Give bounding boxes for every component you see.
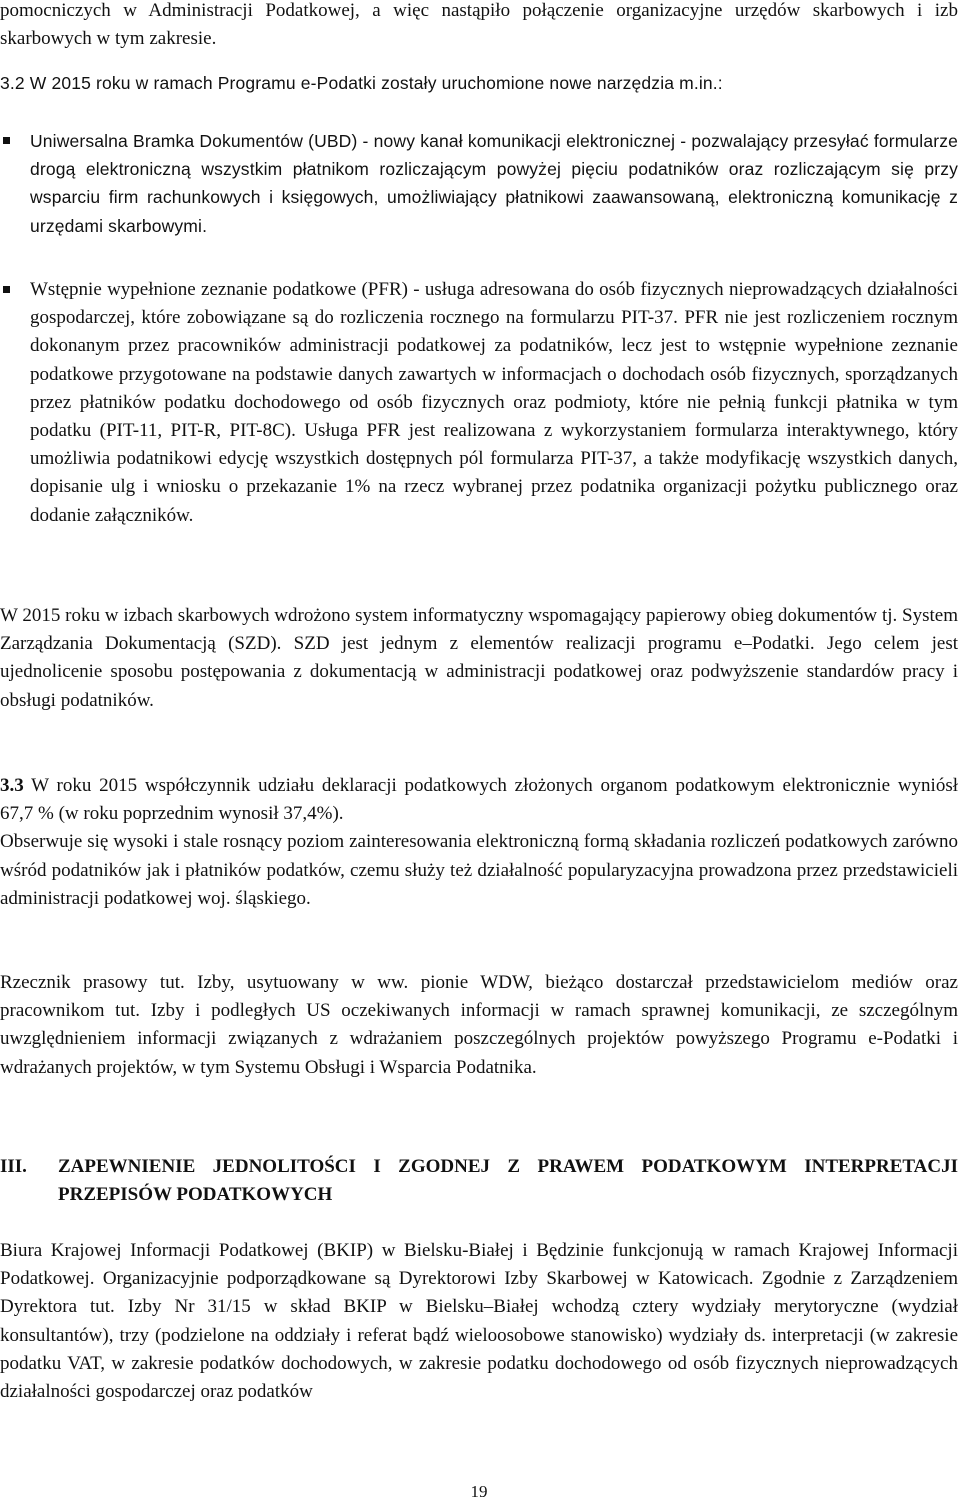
section-iii-heading xyxy=(0,1153,958,1209)
section-3-3-number: 3.3 xyxy=(0,775,24,796)
page-number: 19 xyxy=(470,1482,488,1501)
intro-paragraph xyxy=(0,0,958,53)
bkip-paragraph xyxy=(0,1237,958,1406)
section-3-3 xyxy=(0,772,958,913)
square-bullet-icon xyxy=(3,137,10,144)
section-3-2-lead: 3.2 W 2015 roku w ramach Programu e-Podatki zostały uruchomione nowe narzędzia m.in.: xyxy=(0,73,723,93)
rzecznik-text: Rzecznik prasowy tut. Izby, usytuowany w ww. pionie WDW, bieżąco dostarczał przedstawicielom mediów oraz pracownikom tut. Izby i podległych US oczekiwanych informacji w ramach sprawnej komunikacji, ze szczególnym uwzględnieniem informacji związanych z wdrażaniem poszczególnych projektów powyższego Programu e-Podatki i wdrażanych projektów, w tym Systemu Obsługi i Wsparcia Podatnika. xyxy=(0,972,958,1078)
section-3-3-follow: Obserwuje się wysoki i stale rosnący poziom zainteresowania elektroniczną formą składania rozliczeń podatkowych zarówno wśród podatników jak i płatników podatków, czemu służy też działalność popularyzacyjna prowadzona przez przedstawicieli administracji podatkowej woj. śląskiego. xyxy=(0,831,958,909)
bullet-ubd xyxy=(0,127,958,240)
bkip-text: Biura Krajowej Informacji Podatkowej (BKIP) w Bielsku-Białej i Będzinie funkcjonują w ramach Krajowej Informacji Podatkowej. Organizacyjnie podporządkowane są Dyrektorowi Izby Skarbowej w Katowicach. Zgodnie z Zarządzeniem Dyrektora tut. Izby Nr 31/15 w skład BKIP w Bielsku–Białej wchodzą cztery wydziały merytoryczne (wydział konsultantów), trzy (podzielone na oddziały i referat bądź wieloosobowe stanowisko) wydziały ds. interpretacji (w zakresie podatku VAT, w zakresie podatków dochodowych, w zakresie podatku dochodowego od osób fizycznych nieprowadzących działalności gospodarczej oraz podatków xyxy=(0,1240,958,1403)
section-3-2 xyxy=(0,69,958,97)
section-3-3-body: W roku 2015 współczynnik udziału deklaracji podatkowych złożonych organom podatkowym elektronicznie wyniósł 67,7 % (w roku poprzednim wynosił 37,4%). xyxy=(0,775,958,825)
square-bullet-icon xyxy=(3,286,10,293)
bullet-pfr xyxy=(0,276,958,530)
intro-text: pomocniczych w Administracji Podatkowej, a więc nastąpiło połączenie organizacyjne urzędów skarbowych i izb skarbowych w tym zakresie. xyxy=(0,0,958,50)
bullet-pfr-text: Wstępnie wypełnione zeznanie podatkowe (PFR) - usługa adresowana do osób fizycznych nieprowadzących działalności gospodarczej, które zobowiązane są do rozliczenia rocznego na formularzu PIT-37. PFR nie jest rozliczeniem rocznym dokonanym przez pracowników administracji podatkowej za podatników, lecz jest to wstępnie wypełnione zeznanie podatkowe przygotowane na podstawie danych zawartych w informacjach o dochodach osób fizycznych, sporządzanych przez płatników podatku dochodowego od osób fizycznych oraz podmioty, które nie pełnią funkcji płatnika w tym podatku (PIT-11, PIT-R, PIT-8C). Usługa PFR jest realizowana z wykorzystaniem formularza interaktywnego, który umożliwia podatnikowi edycję wszystkich dostępnych pól formularza PIT-37, a także modyfikację wszystkich danych, dopisanie ulg i wniosku o przekazanie 1% na rzecz wybranej przez podatnika organizacji pożytku publicznego oraz dodanie załączników. xyxy=(30,279,958,526)
rzecznik-paragraph xyxy=(0,969,958,1082)
section-iii-title-text: ZAPEWNIENIE JEDNOLITOŚCI I ZGODNEJ Z PRAWEM PODATKOWYM INTERPRETACJI PRZEPISÓW PODATKOWYCH xyxy=(58,1156,958,1206)
szd-text: W 2015 roku w izbach skarbowych wdrożono system informatyczny wspomagający papierowy obieg dokumentów tj. System Zarządzania Dokumentacją (SZD). SZD jest jednym z elementów realizacji programu e–Podatki. Jego celem jest ujednolicenie sposobu postępowania z dokumentacją w administracji podatkowej oraz podwyższenie standardów pracy i obsługi podatników. xyxy=(0,605,958,711)
bullet-ubd-text: Uniwersalna Bramka Dokumentów (UBD) - nowy kanał komunikacji elektronicznej - pozwalający przesyłać formularze drogą elektroniczną wszystkim płatnikom rozliczającym powyżej pięciu podatników oraz rozliczającym się przy wsparciu firm rachunkowych i księgowych, umożliwiający płatnikowi zaawansowaną, elektroniczną komunikację z urzędami skarbowymi. xyxy=(30,131,958,236)
section-3-3-text xyxy=(0,772,958,828)
section-iii-number: III. xyxy=(0,1156,27,1177)
section-3-2-bullets xyxy=(0,127,958,240)
section-iii-title xyxy=(0,1153,958,1209)
section-3-2-bullets-2 xyxy=(0,276,958,530)
szd-paragraph xyxy=(0,602,958,715)
